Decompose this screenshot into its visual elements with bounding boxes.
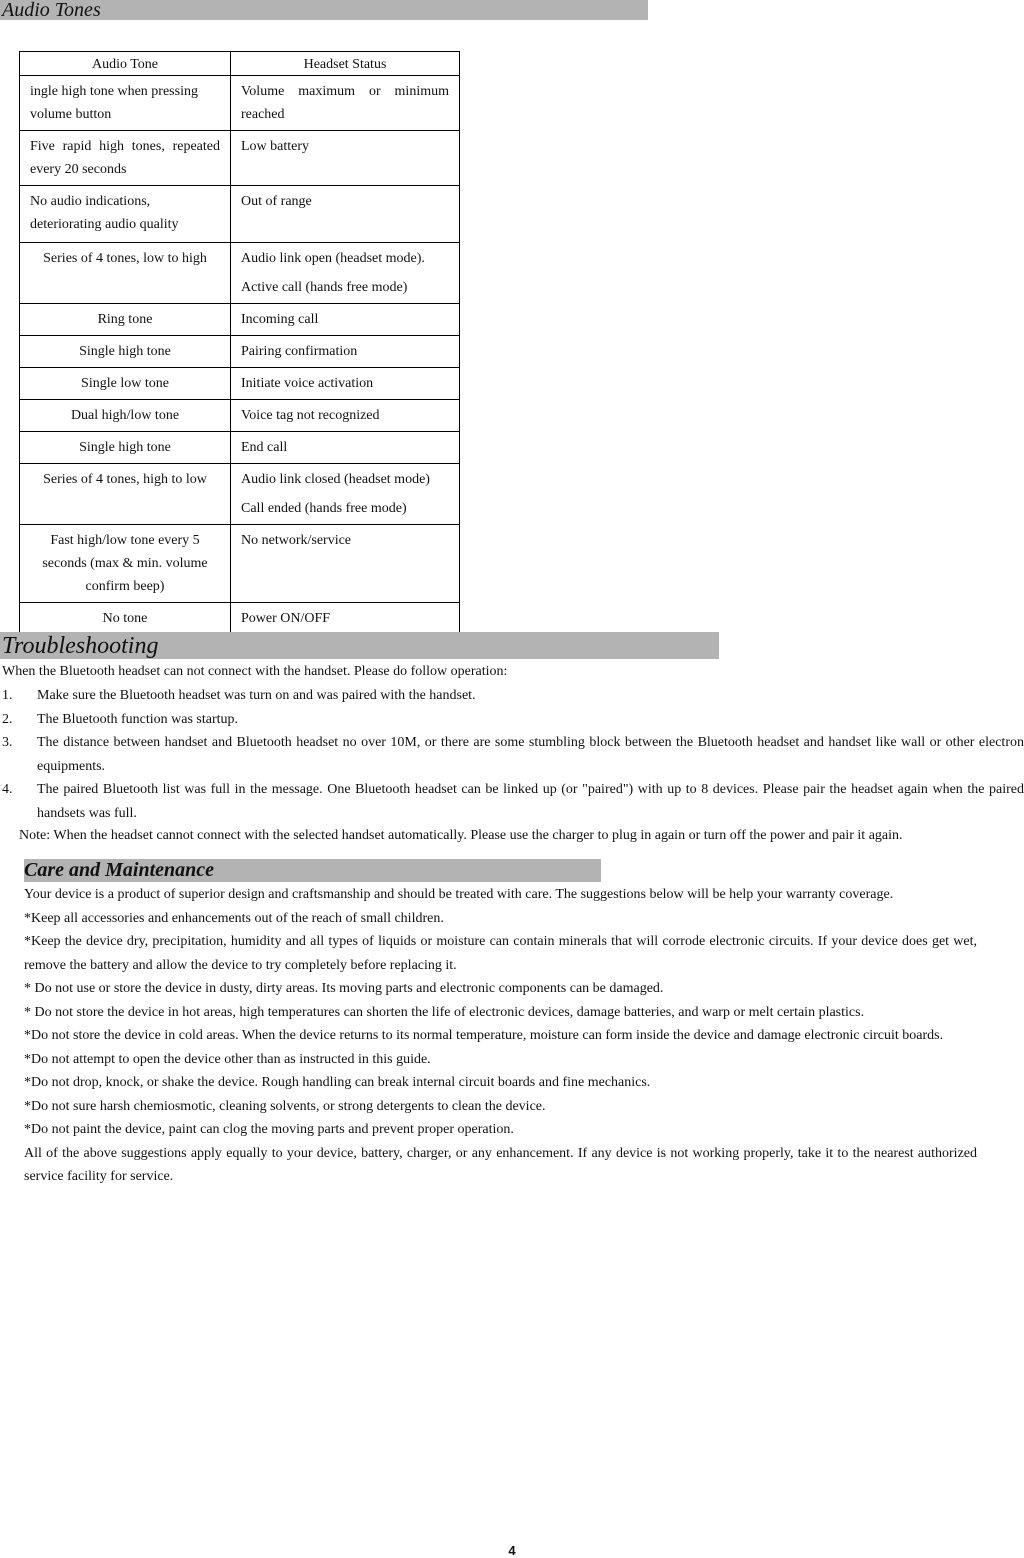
step-text: The distance between handset and Bluetooth headset no over 10M, or there are some stumbling block between the Bluetooth headset and handset like wall or other electron equipments.: [37, 735, 1024, 774]
table-row: [20, 336, 460, 368]
troubleshooting-heading: Troubleshooting: [0, 632, 719, 659]
care-paragraph: *Keep all accessories and enhancements out of the reach of small children.: [24, 910, 444, 926]
care-paragraph: * Do not use or store the device in dusty, dirty areas. Its moving parts and electronic components can be damaged.: [24, 981, 664, 996]
status-cell: No network/service: [231, 525, 460, 603]
list-item: [2, 731, 1024, 778]
status-cell: Low battery: [231, 131, 460, 186]
troubleshooting-intro: When the Bluetooth headset can not connect with the handset. Please do follow operation:: [2, 664, 508, 679]
tone-cell: No audio indications, deteriorating audio quality: [20, 186, 231, 243]
care-paragraph: *Do not attempt to open the device other than as instructed in this guide.: [24, 1051, 431, 1067]
list-item: [2, 684, 1024, 708]
table-row: [20, 400, 460, 432]
status-cell: [231, 243, 460, 304]
page-number: 4: [508, 1543, 516, 1558]
tone-cell: Series of 4 tones, high to low: [20, 464, 231, 525]
tone-cell: Single high tone: [20, 432, 231, 464]
table-header-row: [20, 52, 460, 76]
step-text: Make sure the Bluetooth headset was turn on and was paired with the handset.: [37, 688, 476, 703]
status-cell: End call: [231, 432, 460, 464]
status-line: Audio link open (headset mode).: [241, 251, 425, 266]
tone-cell: Single low tone: [20, 368, 231, 400]
care-body: [24, 883, 977, 1189]
list-item: [2, 778, 1024, 825]
table-row: [20, 368, 460, 400]
status-cell: Volume maximum or minimum reached: [231, 76, 460, 131]
care-paragraph: All of the above suggestions apply equally to your device, battery, charger, or any enhancement. If any device is not working properly, take it to the nearest authorized service facility for service.: [24, 1145, 977, 1184]
status-cell: Initiate voice activation: [231, 368, 460, 400]
status-line: Audio link closed (headset mode): [241, 472, 430, 487]
step-text: The paired Bluetooth list was full in the message. One Bluetooth headset can be linked up (or "paired") with up to 8 devices. Please pair the headset again when the paired handsets was full.: [37, 782, 1024, 821]
table-row: [20, 525, 460, 603]
list-item: [2, 708, 1024, 732]
troubleshooting-note: Note: When the headset cannot connect with the selected handset automatically. Please use the charger to plug in again or turn off the power and pair it again.: [19, 828, 903, 843]
step-number: 4.: [2, 782, 13, 797]
tone-cell: ingle high tone when pressing volume button: [20, 76, 231, 131]
table-row: [20, 131, 460, 186]
audio-tones-table: [19, 51, 460, 635]
troubleshooting-steps: [2, 684, 1024, 825]
tone-cell: Dual high/low tone: [20, 400, 231, 432]
tone-cell: Five rapid high tones, repeated every 20 seconds: [20, 131, 231, 186]
table-row: [20, 603, 460, 635]
table-row: [20, 304, 460, 336]
header-headset-status: Headset Status: [231, 52, 460, 76]
table-row: [20, 432, 460, 464]
care-paragraph: *Do not paint the device, paint can clog the moving parts and prevent proper operation.: [24, 1122, 514, 1137]
care-paragraph: *Do not store the device in cold areas. When the device returns to its normal temperature, moisture can form inside the device and damage electronic circuit boards.: [24, 1028, 944, 1043]
table-row: [20, 76, 460, 131]
step-number: 3.: [2, 735, 13, 750]
tone-cell: Single high tone: [20, 336, 231, 368]
care-heading: Care and Maintenance: [24, 859, 601, 882]
tone-cell: Ring tone: [20, 304, 231, 336]
care-paragraph: Your device is a product of superior design and craftsmanship and should be treated with care. The suggestions below will be help your warranty coverage.: [24, 887, 894, 902]
status-cell: [231, 464, 460, 525]
table-row: [20, 464, 460, 525]
tone-cell: Fast high/low tone every 5 seconds (max & min. volume confirm beep): [20, 525, 231, 603]
care-paragraph: * Do not store the device in hot areas, high temperatures can shorten the life of electronic devices, damage batteries, and warp or melt certain plastics.: [24, 1004, 865, 1020]
header-audio-tone: Audio Tone: [20, 52, 231, 76]
care-paragraph: *Keep the device dry, precipitation, humidity and all types of liquids or moisture can contain minerals that will corrode electronic circuits. If your device does get wet, remove the battery and allow the device to try completely before replacing it.: [24, 934, 977, 973]
step-text: The Bluetooth function was startup.: [37, 711, 239, 727]
status-cell: Out of range: [231, 186, 460, 243]
status-cell: Incoming call: [231, 304, 460, 336]
step-number: 2.: [2, 711, 13, 727]
tone-cell: Series of 4 tones, low to high: [20, 243, 231, 304]
status-line: Call ended (hands free mode): [241, 501, 407, 516]
status-line: Active call (hands free mode): [241, 280, 408, 295]
table-row: [20, 186, 460, 243]
table-row: [20, 243, 460, 304]
tone-cell: No tone: [20, 603, 231, 635]
audio-tones-heading: Audio Tones: [0, 0, 648, 20]
care-paragraph: *Do not drop, knock, or shake the device. Rough handling can break internal circuit boards and fine mechanics.: [24, 1075, 651, 1090]
status-cell: Voice tag not recognized: [231, 400, 460, 432]
status-cell: Power ON/OFF: [231, 603, 460, 635]
step-number: 1.: [2, 688, 13, 703]
status-cell: Pairing confirmation: [231, 336, 460, 368]
care-paragraph: *Do not sure harsh chemiosmotic, cleaning solvents, or strong detergents to clean the device.: [24, 1098, 546, 1114]
